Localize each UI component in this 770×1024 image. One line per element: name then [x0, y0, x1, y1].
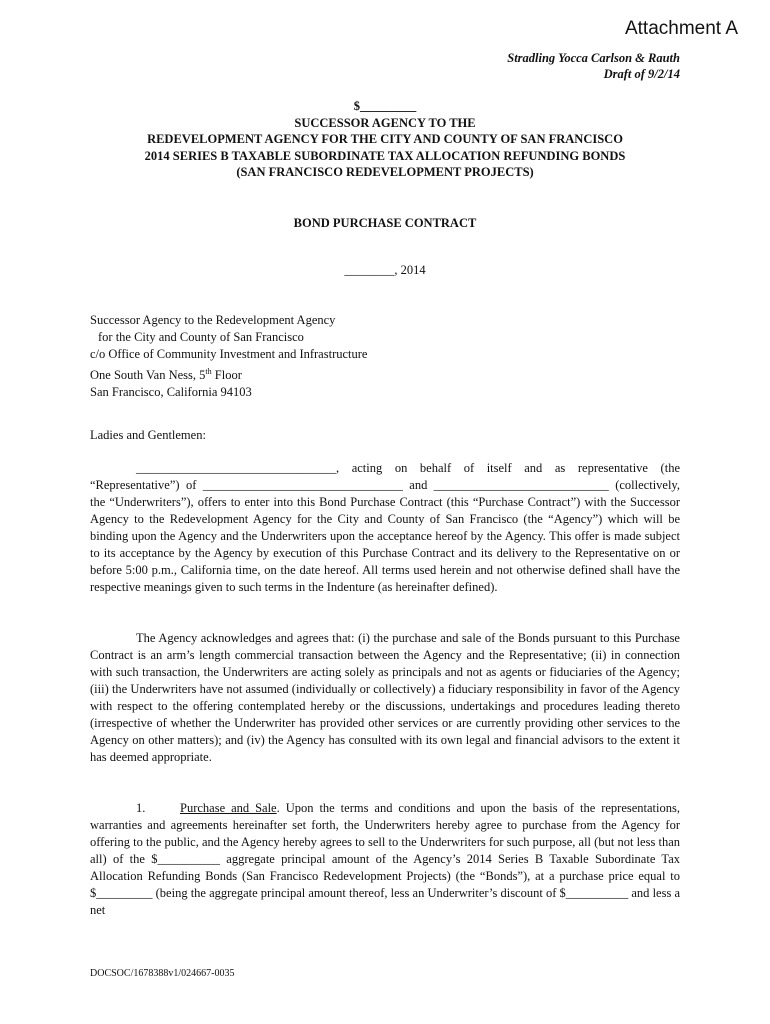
title-block — [80, 98, 690, 181]
document-footer-id: DOCSOC/1678388v1/024667-0035 — [90, 968, 235, 979]
address-line-2: for the City and County of San Francisco — [98, 330, 304, 344]
address-line-5: San Francisco, California 94103 — [90, 385, 252, 400]
paragraph-offer — [90, 460, 680, 596]
address-line-3: c/o Office of Community Investment and Infrastructure — [90, 347, 368, 361]
section-body: . Upon the terms and conditions and upon the basis of the representations, warranties and agreements hereinafter set forth, the Underwriters hereby agree to purchase from the Agency for offering to the public, and the Agency hereby agrees to sell to the Underwriters for such purpose, all (but not less than all) of the $__________ aggregate principal amount of the Agency’s 2014 Series B Taxable Subordinate Tax Allocation Refunding Bonds (San Francisco Redevelopment Projects) (the “Bonds”), at a purchase price equal to $_________ (being the aggregate principal amount thereof, less an Underwriter’s discount of $__________ and less a net — [90, 801, 680, 917]
draft-date: Draft of 9/2/14 — [603, 67, 680, 81]
paragraph-acknowledgement-text: The Agency acknowledges and agrees that: (i) the purchase and sale of the Bonds pursuant to this Purchase Contract is an arm’s length commercial transaction between the Agency and the Representative; (ii) in connection with such transaction, the Underwriters are acting solely as principals and not as agents or fiduciaries of the Agency; (iii) the Underwriters have not assumed (individually or collectively) a fiduciary responsibility in favor of the Agency with respect to the offering contemplated hereby or the discussions, undertakings and procedures leading thereto (irrespective of whether the Underwriter has provided other services or are currently providing other services to the Agency on other matters); and (iv) the Agency has consulted with its own legal and financial advisors to the extent it has deemed appropriate. — [90, 631, 680, 764]
address-block — [90, 312, 367, 401]
address-line-1: Successor Agency to the Redevelopment Agency — [90, 313, 336, 327]
attachment-label: Attachment A — [624, 18, 738, 39]
address-street: One South Van Ness, 5 — [90, 368, 206, 383]
law-firm: Stradling Yocca Carlson & Rauth — [507, 51, 680, 65]
section-number: 1. — [136, 801, 146, 815]
address-ordinal: th — [205, 367, 212, 376]
title-line-2: REDEVELOPMENT AGENCY FOR THE CITY AND COUNTY OF SAN FRANCISCO — [147, 132, 623, 146]
draft-note — [507, 50, 680, 82]
title-line-1: SUCCESSOR AGENCY TO THE — [294, 115, 476, 130]
paragraph-offer-text: ________________________________, acting on behalf of itself and as representative (the “Representative”) of ________________________________ and ____________________________ (collectively, the “Underwriters”), offers to enter into this Bond Purchase Contract (this “Purchase Contract”) with the Successor Agency to the Redevelopment Agency for the City and County of San Francisco (the “Agency”) which will be binding upon the Agency and the Underwriters upon the acceptance hereof by the Agency. This offer is made subject to its acceptance by the Agency by execution of this Purchase Contract and its delivery to the Representative on or before 5:00 p.m., California time, on the date hereof. All terms used herein and not otherwise defined shall have the respective meanings given to such terms in the Indenture (as hereinafter defined). — [90, 461, 680, 594]
address-floor: Floor — [211, 368, 242, 383]
address-line-4 — [90, 363, 367, 384]
section-heading: Purchase and Sale — [180, 801, 277, 815]
title-line-3: 2014 SERIES B TAXABLE SUBORDINATE TAX ALLOCATION REFUNDING BONDS — [144, 148, 626, 163]
title-line-4: (SAN FRANCISCO REDEVELOPMENT PROJECTS) — [236, 165, 534, 179]
paragraph-purchase-sale — [90, 800, 680, 919]
document-title: BOND PURCHASE CONTRACT — [293, 216, 477, 230]
bond-amount: $_________ — [353, 99, 417, 113]
salutation: Ladies and Gentlemen: — [90, 428, 206, 442]
contract-date: ________, 2014 — [344, 263, 426, 277]
paragraph-acknowledgement — [90, 630, 680, 766]
